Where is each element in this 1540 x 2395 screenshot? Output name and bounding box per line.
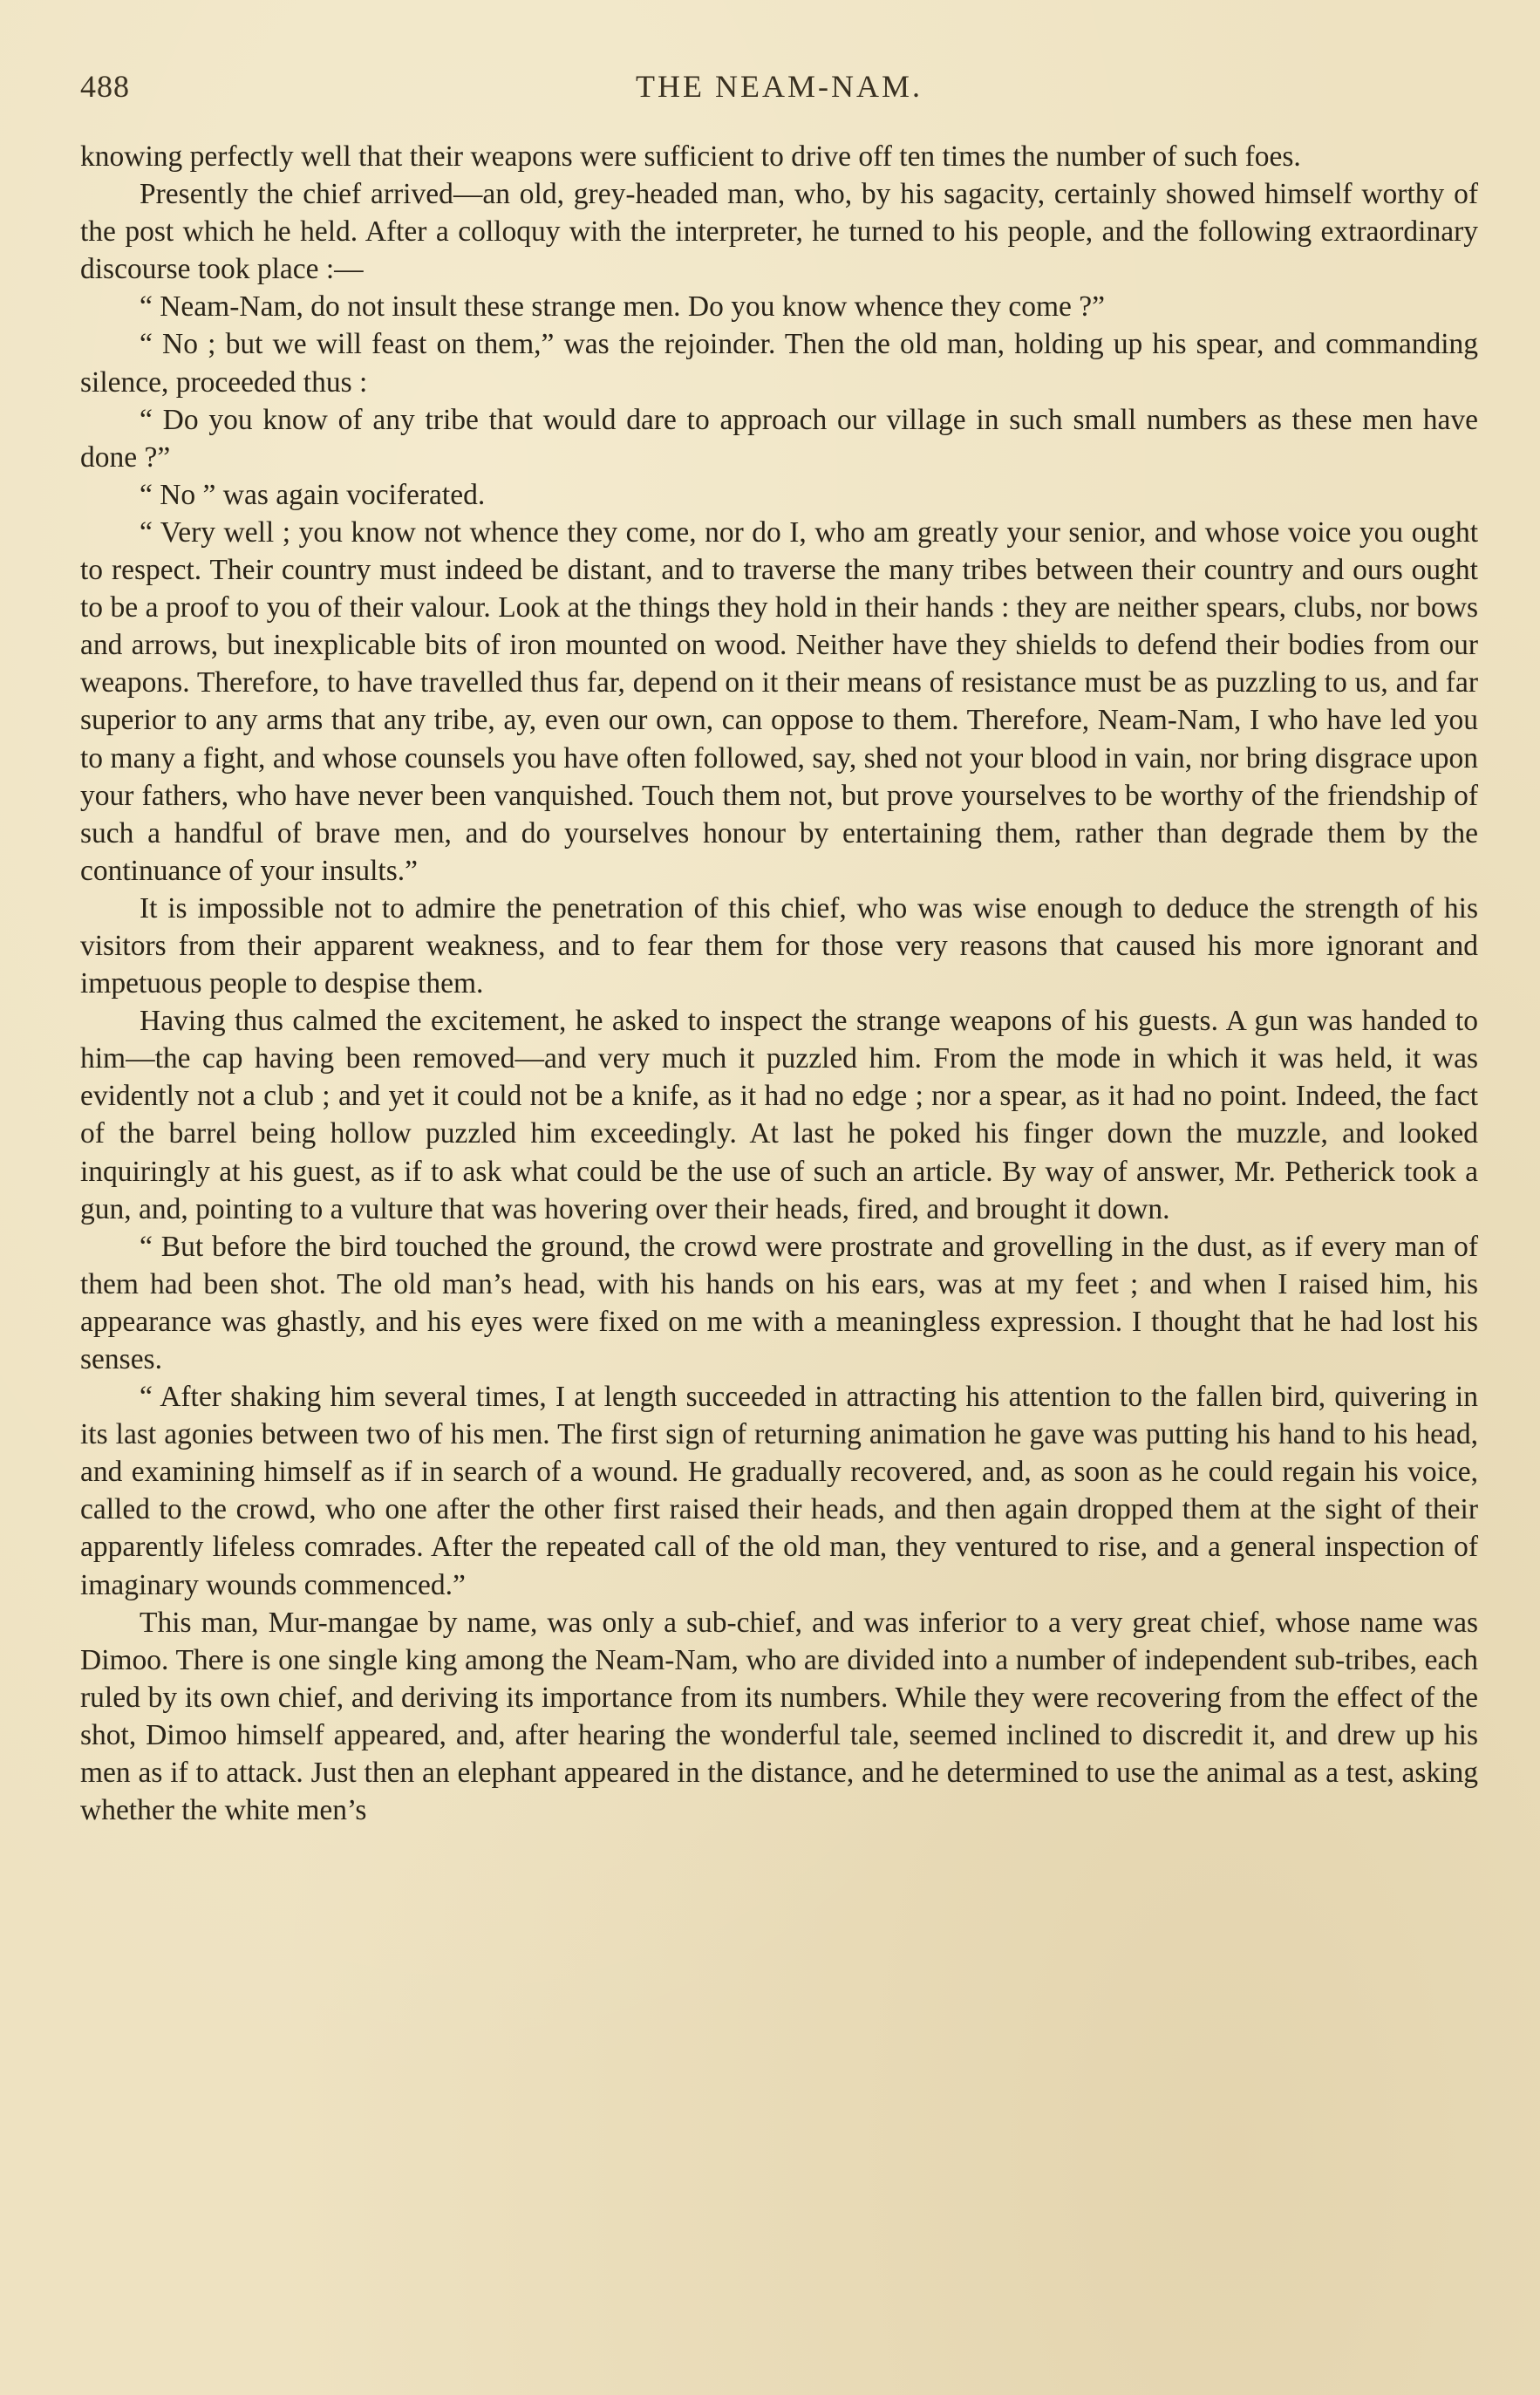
running-title: THE NEAM-NAM.	[636, 69, 923, 104]
paragraph: “ Very well ; you know not whence they come, nor do I, who am greatly your senior, and whose voice you ought to respect. Their country must indeed be distant, and to traverse the many tribes between their country and ours ought to be a proof to you of their valour. Look at the things they hold in their hands : they are neither spears, clubs, nor bows and arrows, but inexplicable bits of iron mounted on wood. Neither have they shields to defend their bodies from our weapons. Therefore, to have travelled thus far, depend on it their means of resistance must be as puzzling to us, and far superior to any arms that any tribe, ay, even our own, can oppose to them. Therefore, Neam-Nam, I who have led you to many a fight, and whose counsels you have often followed, say, shed not your blood in vain, nor bring disgrace upon your fathers, who have never been vanquished. Touch them not, but prove yourselves to be worthy of the friendship of such a handful of brave men, and do yourselves honour by entertaining them, rather than degrade them by the continuance of your insults.”	[80, 515, 1478, 887]
paragraph: “ After shaking him several times, I at length succeeded in attracting his attention to the fallen bird, quivering in its last agonies between two of his men. The first sign of returning animation he gave was putting his hand to his head, and examining himself as if in search of a wound. He gradually recovered, and, as soon as he could regain his voice, called to the crowd, who one after the other first raised their heads, and then again dropped them at the sight of their apparently lifeless comrades. After the repeated call of the old man, they ventured to rise, and a general inspection of imaginary wounds commenced.”	[80, 1381, 1478, 1601]
paragraph: Presently the chief arrived—an old, grey-headed man, who, by his sagacity, certainly showed himself worthy of the post which he held. After a colloquy with the interpreter, he turned to his people, and the following extraordinary discourse took place :—	[80, 178, 1478, 286]
paragraph: “ Do you know of any tribe that would dare to approach our village in such small numbers as these men have done ?”	[80, 403, 1478, 474]
paragraph: “ No ” was again vociferated.	[140, 478, 486, 511]
running-head	[80, 68, 1478, 120]
paragraph: Having thus calmed the excitement, he asked to inspect the strange weapons of his guests. A gun was handed to him—the cap having been removed—and very much it puzzled him. From the mode in which it was held, it was evidently not a club ; and yet it could not be a knife, as it had no edge ; nor a spear, as it had no point. Indeed, the fact of the barrel being hollow puzzled him exceedingly. At last he poked his finger down the muzzle, and looked inquiringly at his guest, as if to ask what could be the use of such an article. By way of answer, Mr. Petherick took a gun, and, pointing to a vulture that was hovering over their heads, fired, and brought it down.	[80, 1005, 1478, 1225]
paragraph: “ But before the bird touched the ground, the crowd were prostrate and grovelling in the dust, as if every man of them had been shot. The old man’s head, with his hands on his ears, was at my feet ; and when I raised him, his appearance was ghastly, and his eyes were fixed on me with a meaningless expression. I thought that he had lost his senses.	[80, 1230, 1478, 1375]
body-text	[80, 138, 1478, 1829]
paragraph: knowing perfectly well that their weapons were sufficient to drive off ten times the number of such foes.	[80, 140, 1301, 173]
paragraph: “ Neam-Nam, do not insult these strange men. Do you know whence they come ?”	[140, 290, 1106, 324]
paragraph: It is impossible not to admire the penetration of this chief, who was wise enough to deduce the strength of his visitors from their apparent weakness, and to fear them for those very reasons that caused his more ignorant and impetuous people to despise them.	[80, 891, 1478, 1000]
paragraph: This man, Mur-mangae by name, was only a sub-chief, and was inferior to a very great chief, whose name was Dimoo. There is one single king among the Neam-Nam, who are divided into a number of independent sub-tribes, each ruled by its own chief, and deriving its importance from its numbers. While they were recovering from the effect of the shot, Dimoo himself appeared, and, after hearing the wonderful tale, seemed inclined to discredit it, and drew up his men as if to attack. Just then an elephant appeared in the distance, and he determined to use the animal as a test, asking whether the white men’s	[80, 1606, 1478, 1827]
page-number: 488	[80, 69, 130, 104]
paragraph: “ No ; but we will feast on them,” was the rejoinder. Then the old man, holding up his spear, and commanding silence, proceeded thus :	[80, 328, 1478, 399]
